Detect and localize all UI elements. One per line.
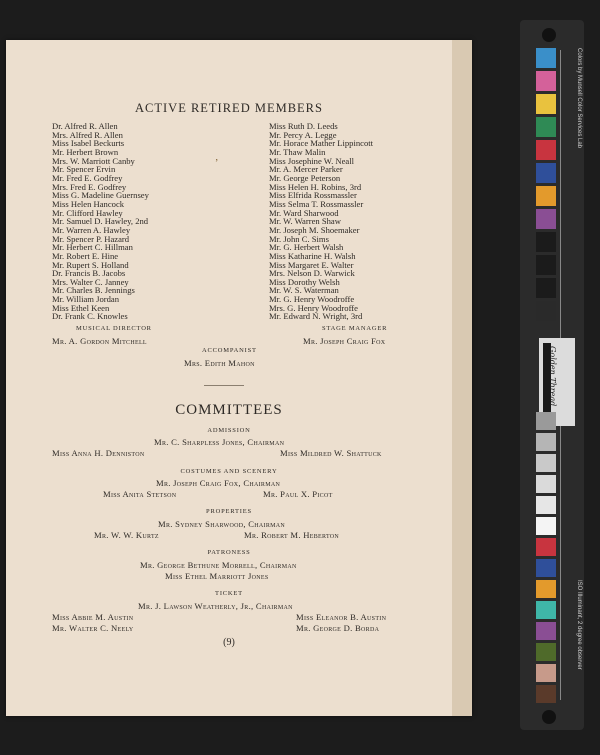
member-name: Dr. Alfred R. Allen	[52, 121, 118, 131]
patroness-member: Miss Ethel Marriott Jones	[165, 571, 269, 581]
member-name: Miss Margaret E. Walter	[269, 259, 354, 270]
section-divider	[204, 385, 244, 386]
page-edge	[452, 40, 472, 716]
member-name: Mrs. W. Marriott Canby	[52, 155, 135, 166]
color-swatch	[536, 278, 556, 298]
costumes-title: COSTUMES AND SCENERY	[180, 468, 278, 475]
color-swatch	[536, 454, 556, 472]
member-name: Mr. Clifford Hawley	[52, 207, 123, 218]
properties-title: PROPERTIES	[206, 508, 252, 515]
member-name: Mr. Herbert Brown	[52, 146, 119, 157]
member-name: Mrs. Alfred R. Allen	[52, 129, 123, 140]
member-name: Mr. Horace Mather Lippincott	[269, 138, 374, 149]
member-name: Mr. George Peterson	[269, 172, 341, 183]
member-name: Mr. Thaw Malin	[269, 146, 326, 157]
color-swatch	[536, 48, 556, 68]
properties-member-left: Mr. W. W. Kurtz	[94, 530, 159, 540]
color-swatch	[536, 643, 556, 661]
properties-chair: Mr. Sydney Sharwood, Chairman	[158, 519, 286, 529]
color-swatch	[536, 94, 556, 114]
member-name: Miss Helen Hancock	[52, 198, 125, 209]
color-swatch	[536, 538, 556, 556]
card-hole-bottom	[542, 710, 556, 724]
member-name: Miss Josephine W. Neall	[269, 155, 354, 166]
color-swatch	[536, 517, 556, 535]
member-name: Mr. Warren A. Hawley	[52, 224, 131, 235]
member-name: Mr. Fred E. Godfrey	[52, 172, 123, 183]
ticket-member-left-1: Miss Abbie M. Austin	[52, 612, 134, 622]
ticket-member-left-2: Mr. Walter C. Neely	[52, 623, 134, 633]
ticket-chair: Mr. J. Lawson Weatherly, Jr., Chairman	[138, 601, 293, 611]
active-retired-heading: ACTIVE RETIRED MEMBERS	[135, 101, 323, 115]
color-swatch	[536, 580, 556, 598]
page-content	[6, 40, 452, 716]
admission-title: ADMISSION	[207, 427, 251, 434]
member-name: Mr. Edward N. Wright, 3rd	[269, 311, 363, 322]
ticket-member-right-1: Miss Eleanor B. Austin	[296, 612, 387, 622]
costumes-member-right: Mr. Paul X. Picot	[263, 489, 333, 499]
document-page	[6, 40, 472, 716]
member-name: Mr. Ward Sharwood	[269, 207, 339, 218]
card-bottom-text: ISO Illuminant, 2 degree observer	[576, 580, 582, 670]
musical-director-label: MUSICAL DIRECTOR	[76, 325, 152, 332]
color-swatch	[536, 71, 556, 91]
member-name: Mr. Rupert S. Holland	[52, 259, 129, 270]
color-swatch	[536, 601, 556, 619]
member-name: Mr. W. Warren Shaw	[269, 216, 341, 227]
page-number: (9)	[223, 637, 235, 648]
color-swatch	[536, 412, 556, 430]
patroness-title: PATRONESS	[207, 549, 251, 556]
member-name: Mrs. G. Henry Woodroffe	[269, 302, 358, 313]
ink-mark: ’	[215, 158, 219, 169]
member-name: Mr. Spencer Ervin	[52, 164, 116, 175]
committees-heading: COMMITTEES	[175, 402, 283, 418]
stage-manager-name: Mr. Joseph Craig Fox	[303, 336, 386, 346]
card-side-text: Colors by Munsell Color Services Lab	[576, 48, 582, 149]
member-name: Mr. William Jordan	[52, 294, 120, 305]
color-swatch	[536, 209, 556, 229]
member-name: Dr. Francis B. Jacobs	[52, 268, 126, 279]
costumes-chair: Mr. Joseph Craig Fox, Chairman	[156, 478, 281, 488]
admission-member-left: Miss Anna H. Denniston	[52, 448, 145, 458]
color-swatch	[536, 622, 556, 640]
member-name: Mrs. Fred E. Godfrey	[52, 181, 127, 192]
members-right-column	[269, 122, 373, 321]
color-swatch	[536, 301, 556, 321]
costumes-member-left: Miss Anita Stetson	[103, 489, 177, 499]
member-name: Mr. Joseph M. Shoemaker	[269, 224, 360, 235]
member-name: Mr. W. S. Waterman	[269, 285, 339, 296]
member-name: Mr. John C. Sims	[269, 233, 329, 244]
member-name: Mrs. Walter C. Janney	[52, 276, 129, 287]
admission-member-right: Miss Mildred W. Shattuck	[280, 448, 382, 458]
ticket-member-right-2: Mr. George D. Borda	[296, 623, 380, 633]
color-swatch	[536, 255, 556, 275]
member-name: Miss Helen H. Robins, 3rd	[269, 181, 362, 192]
member-name: Mr. A. Mercer Parker	[269, 164, 343, 175]
color-swatch	[536, 186, 556, 206]
member-name: Mr. G. Herbert Walsh	[269, 242, 344, 253]
color-swatch	[536, 117, 556, 137]
color-calibration-card	[520, 20, 584, 730]
member-name: Mr. Charles B. Jennings	[52, 285, 135, 296]
member-name: Mr. Samuel D. Hawley, 2nd	[52, 216, 149, 227]
ticket-title: TICKET	[215, 590, 243, 597]
member-name: Miss Ethel Keen	[52, 302, 110, 313]
color-swatch	[536, 664, 556, 682]
admission-chair: Mr. C. Sharpless Jones, Chairman	[154, 437, 285, 447]
members-left-column	[52, 122, 149, 321]
member-name: Mrs. Nelson D. Warwick	[269, 268, 355, 279]
color-swatch	[536, 163, 556, 183]
member-name: Miss Isabel Beckurts	[52, 138, 125, 149]
card-hole-top	[542, 28, 556, 42]
color-swatch	[536, 496, 556, 514]
color-swatch	[536, 475, 556, 493]
member-name: Miss G. Madeline Guernsey	[52, 190, 149, 201]
member-name: Mr. Percy A. Legge	[269, 129, 337, 140]
member-name: Miss Selma T. Rossmassler	[269, 198, 364, 209]
member-name: Mr. Robert E. Hine	[52, 250, 119, 261]
member-name: Miss Ruth D. Leeds	[269, 121, 338, 131]
color-swatch	[536, 433, 556, 451]
accompanist-label: ACCOMPANIST	[202, 347, 257, 354]
musical-director-name: Mr. A. Gordon Mitchell	[52, 336, 147, 346]
color-swatch	[536, 140, 556, 160]
member-name: Miss Elfrida Rossmassler	[269, 190, 357, 201]
member-name: Mr. Herbert C. Hillman	[52, 242, 133, 253]
member-name: Miss Katharine H. Walsh	[269, 250, 356, 261]
color-swatch	[536, 685, 556, 703]
stage-manager-label: STAGE MANAGER	[322, 325, 388, 332]
patroness-chair: Mr. George Bethune Morrell, Chairman	[140, 560, 297, 570]
member-name: Mr. Spencer P. Hazard	[52, 233, 130, 244]
member-name: Mr. G. Henry Woodroffe	[269, 294, 355, 305]
member-name: Dr. Frank C. Knowles	[52, 311, 128, 322]
properties-member-right: Mr. Robert M. Heberton	[244, 530, 340, 540]
color-swatch	[536, 559, 556, 577]
member-name: Miss Dorothy Welsh	[269, 276, 340, 287]
brand-text: Golden Thread	[548, 346, 557, 407]
color-swatch	[536, 232, 556, 252]
accompanist-name: Mrs. Edith Mahon	[184, 358, 255, 368]
